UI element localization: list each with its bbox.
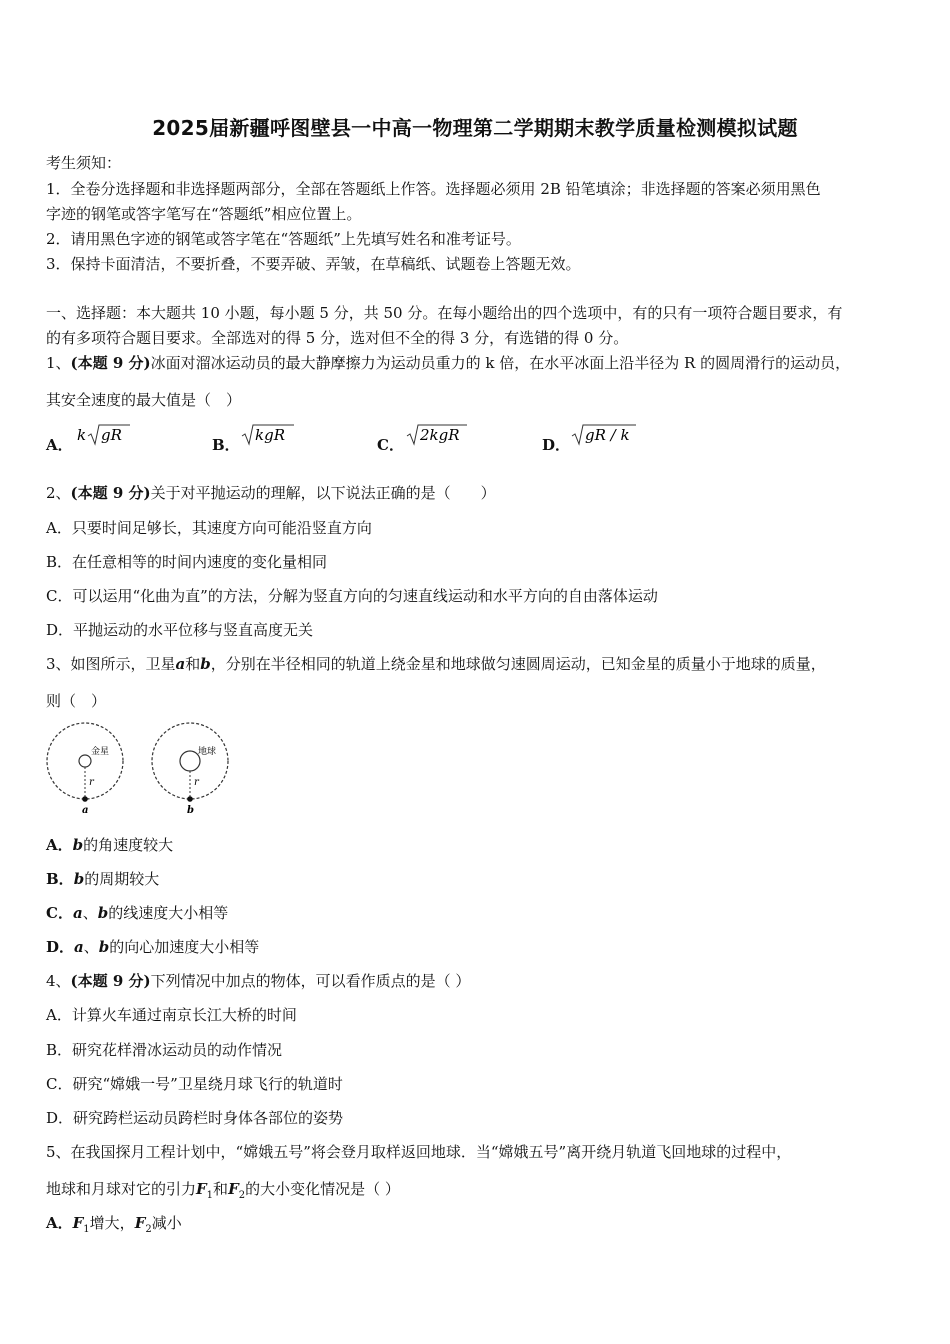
q5-option-a-f2: F: [134, 1214, 146, 1232]
venus-planet: [79, 755, 91, 767]
notice-item-1a: 1．全卷分选择题和非选择题两部分，全部在答题纸上作答。选择题必须用 2B 铅笔填涂；非选择题的答案必须用黑色: [46, 180, 821, 198]
q5-stem-line2: [46, 1178, 400, 1201]
q3-stem-text-b: ，分别在半径相同的轨道上绕金星和地球做匀速圆周运动，已知金星的质量小于地球的质量，: [210, 655, 826, 673]
q3-stem-line2: 则（ ）: [46, 692, 107, 710]
q4-stem: [46, 970, 470, 991]
q5-option-a-mid: 增大，: [89, 1214, 135, 1232]
q4-option-a[interactable]: A．计算火车通过南京长江大桥的时间: [46, 1006, 297, 1024]
q1-option-d-radicand: gR / k: [585, 426, 630, 444]
q5-option-a-sub2: 2: [145, 1224, 152, 1235]
q2-points: (本题 9 分): [70, 484, 151, 502]
q2-option-b[interactable]: B．在任意相等的时间内速度的变化量相同: [46, 553, 328, 571]
q3-option-c-var1: a: [72, 904, 83, 922]
q3-option-b-label: B．: [46, 870, 74, 888]
q5-stem-text-b: 的大小变化情况是（ ）: [245, 1180, 400, 1198]
earth-label: 地球: [198, 747, 217, 757]
q3-option-a[interactable]: [46, 834, 173, 855]
notice-item-3: 3．保持卡面清洁，不要折叠，不要弄破、弄皱，在草稿纸、试题卷上答题无效。: [46, 255, 581, 273]
q4-option-b[interactable]: B．研究花样滑冰运动员的动作情况: [46, 1041, 283, 1059]
q1-option-a-label: A．: [46, 436, 73, 454]
q5-option-a-label: A．: [46, 1214, 73, 1232]
q4-option-c[interactable]: C．研究“嫦娥一号”卫星绕月球飞行的轨道时: [46, 1075, 343, 1093]
q2-number: 2、: [46, 484, 71, 502]
q5-option-a-f1: F: [72, 1214, 84, 1232]
q1-option-b-radicand: kgR: [255, 426, 285, 444]
q1-stem-line1: [46, 352, 850, 373]
q2-option-a[interactable]: A．只要时间足够长，其速度方向可能沿竖直方向: [46, 519, 372, 537]
section-instructions-1: 一、选择题：本大题共 10 小题，每小题 5 分，共 50 分。在每小题给出的四个选项中，有的只有一项符合题目要求，有: [46, 304, 843, 322]
q3-option-d[interactable]: [46, 936, 259, 957]
q1-option-b-label: B．: [212, 436, 240, 454]
q3-option-d-label: D．: [46, 938, 75, 956]
satellite-a: [82, 796, 88, 802]
q1-points: (本题 9 分): [70, 354, 151, 372]
satellite-b: [187, 796, 193, 802]
q1-number: 1、: [46, 354, 71, 372]
q3-and: 和: [185, 655, 201, 673]
q5-stem-text-a: 地球和月球对它的引力: [46, 1180, 197, 1198]
q3-stem-line1: [46, 653, 826, 674]
q3-var-a: a: [175, 655, 186, 673]
q1-option-c[interactable]: [377, 426, 460, 455]
q2-option-c[interactable]: C．可以运用“化曲为直”的方法，分解为竖直方向的匀速直线运动和水平方向的自由落体运动: [46, 587, 658, 605]
q5-f2-symbol: F: [228, 1180, 239, 1198]
q4-option-d[interactable]: D．研究跨栏运动员跨栏时身体各部位的姿势: [46, 1109, 344, 1127]
q1-option-d-formula: [570, 422, 650, 448]
q3-option-a-label: A．: [46, 836, 73, 854]
page-title: 2025届新疆呼图壁县一中高一物理第二学期期末教学质量检测模拟试题: [152, 116, 798, 140]
q1-option-c-label: C．: [377, 436, 404, 454]
satellite-b-label: b: [187, 805, 194, 816]
q1-option-d-label: D．: [542, 436, 571, 454]
q4-points: (本题 9 分): [70, 972, 151, 990]
q5-f1-subscript: 1: [206, 1190, 214, 1201]
q3-option-a-text: 的角速度较大: [83, 836, 174, 854]
venus-orbit-diagram: [47, 723, 123, 816]
venus-radius-label: r: [89, 777, 94, 788]
q2-stem: [46, 482, 496, 503]
notice-item-1b: 字迹的钢笔或答字笔写在“答题纸”相应位置上。: [46, 205, 362, 223]
q1-option-a-formula: [74, 422, 134, 448]
q3-option-a-var: b: [72, 836, 84, 854]
q1-option-c-formula: [405, 422, 475, 448]
q3-option-c-sep: 、: [82, 904, 98, 922]
q5-option-a[interactable]: [46, 1212, 182, 1235]
q3-option-d-var1: a: [74, 938, 84, 956]
q2-option-d[interactable]: D．平抛运动的水平位移与竖直高度无关: [46, 621, 314, 639]
q3-var-b: b: [200, 655, 211, 673]
q3-option-b[interactable]: [46, 868, 159, 889]
earth-planet: [180, 751, 200, 771]
q1-option-b[interactable]: [212, 426, 285, 455]
earth-radius-label: r: [194, 777, 199, 788]
q1-option-a-radicand: gR: [101, 426, 122, 444]
q1-option-a[interactable]: [46, 426, 122, 455]
q1-options: [46, 422, 746, 462]
q3-orbit-figure: [42, 718, 242, 818]
q4-number: 4、: [46, 972, 71, 990]
notice-item-2: 2．请用黑色字迹的钢笔或答字笔在“答题纸”上先填写姓名和准考证号。: [46, 230, 521, 248]
q2-stem-text: 关于对平抛运动的理解，以下说法正确的是（ ）: [150, 484, 496, 502]
satellite-a-label: a: [82, 805, 89, 816]
q3-option-d-var2: b: [98, 938, 110, 956]
q3-option-b-var: b: [73, 870, 85, 888]
q5-f1-symbol: F: [196, 1180, 207, 1198]
q1-stem-line2: 其安全速度的最大值是（ ）: [46, 391, 242, 409]
section-instructions-2: 的有多项符合题目要求。全部选对的得 5 分，选对但不全的得 3 分，有选错的得 0 分。: [46, 329, 629, 347]
q3-option-d-text: 的向心加速度大小相等: [109, 938, 260, 956]
q3-option-b-text: 的周期较大: [84, 870, 160, 888]
q1-stem-text: 冰面对溜冰运动员的最大静摩擦力为运动员重力的 k 倍，在水平冰面上沿半径为 R 的圆周滑行的运动员，: [150, 354, 851, 372]
q5-option-a-sub1: 1: [83, 1224, 90, 1235]
q1-option-b-formula: [240, 422, 300, 448]
q3-option-d-sep: 、: [83, 938, 99, 956]
q3-option-c[interactable]: [46, 902, 228, 923]
q1-option-c-radicand: 2kgR: [420, 426, 460, 444]
earth-orbit-diagram: [152, 723, 228, 816]
notice-heading: 考生须知：: [46, 154, 122, 172]
q5-and: 和: [213, 1180, 229, 1198]
q5-option-a-end: 减小: [151, 1214, 182, 1232]
q1-option-d[interactable]: [542, 426, 630, 455]
q5-f2-subscript: 2: [238, 1190, 246, 1201]
q3-option-c-text: 的线速度大小相等: [108, 904, 229, 922]
q1-option-a-coef: k: [77, 426, 87, 444]
q3-option-c-label: C．: [46, 904, 73, 922]
venus-label: 金星: [91, 747, 110, 757]
q4-stem-text: 下列情况中加点的物体，可以看作质点的是（ ）: [150, 972, 471, 990]
q5-stem-line1: 5、在我国探月工程计划中，“嫦娥五号”将会登月取样返回地球．当“嫦娥五号”离开绕月轨道飞回地球的过程中，: [46, 1143, 792, 1161]
q3-option-c-var2: b: [97, 904, 109, 922]
q3-stem-text-a: 3、如图所示，卫星: [46, 655, 176, 673]
